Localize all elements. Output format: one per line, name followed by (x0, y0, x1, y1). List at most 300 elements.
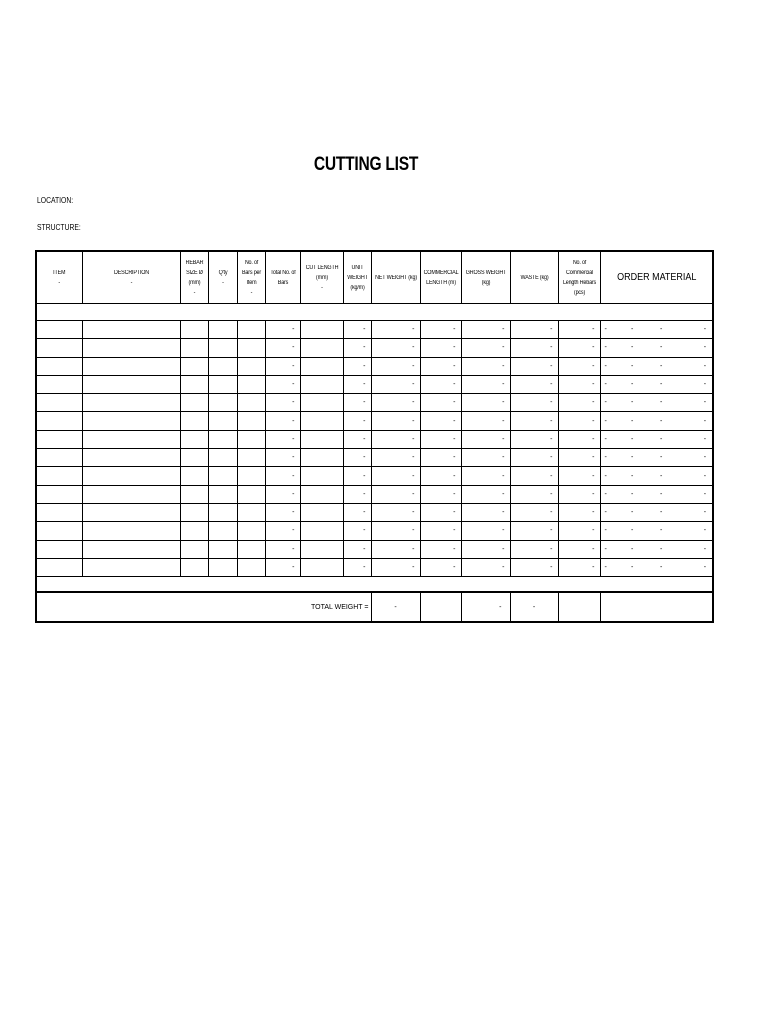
cell-bars-per-item[interactable] (237, 412, 265, 430)
cell-order-material[interactable]: - (629, 540, 658, 558)
cell-qty[interactable] (208, 540, 237, 558)
cell-waste[interactable]: - (510, 558, 558, 576)
cell-order-material[interactable]: - (684, 394, 713, 412)
cell-order-material[interactable]: - (658, 540, 684, 558)
cell-bars-per-item[interactable] (237, 394, 265, 412)
cell-item[interactable] (36, 321, 82, 339)
cell-item[interactable] (36, 558, 82, 576)
cell-total-bars[interactable]: - (265, 430, 300, 448)
cell-gross-weight[interactable]: - (461, 558, 510, 576)
cell-gross-weight[interactable]: - (461, 375, 510, 393)
cell-item[interactable] (36, 339, 82, 357)
cell-rebar-size[interactable] (180, 394, 208, 412)
cell-order-material[interactable]: - (658, 503, 684, 521)
cell-unit-weight[interactable]: - (343, 449, 371, 467)
cell-description[interactable] (82, 540, 180, 558)
cell-commercial-length[interactable]: - (420, 540, 461, 558)
cell-order-material[interactable]: - (684, 540, 713, 558)
cell-commercial-length[interactable]: - (420, 412, 461, 430)
cell-rebar-size[interactable] (180, 412, 208, 430)
table-row (36, 467, 713, 485)
cell-total-bars[interactable]: - (265, 375, 300, 393)
cell-bars-per-item[interactable] (237, 540, 265, 558)
header-cut-length (300, 251, 343, 304)
cell-description[interactable] (82, 339, 180, 357)
table-row (36, 540, 713, 558)
cell-waste[interactable]: - (510, 540, 558, 558)
cell-commercial-length[interactable]: - (420, 430, 461, 448)
cell-total-bars[interactable]: - (265, 449, 300, 467)
cell-commercial-rebars[interactable]: - (558, 339, 600, 357)
cell-cut-length[interactable] (300, 375, 343, 393)
table-row (36, 503, 713, 521)
cell-total-bars[interactable]: - (265, 485, 300, 503)
cell-total-bars[interactable]: - (265, 558, 300, 576)
cell-commercial-rebars[interactable]: - (558, 394, 600, 412)
cell-commercial-rebars[interactable]: - (558, 558, 600, 576)
spacer-row (36, 304, 713, 321)
cell-bars-per-item[interactable] (237, 467, 265, 485)
cell-cut-length[interactable] (300, 321, 343, 339)
cell-gross-weight[interactable]: - (461, 339, 510, 357)
cell-rebar-size[interactable] (180, 503, 208, 521)
page-title: CUTTING LIST (313, 154, 419, 175)
cell-item[interactable] (36, 375, 82, 393)
header-line: ORDER MATERIAL (616, 271, 696, 283)
cell-bars-per-item[interactable] (237, 321, 265, 339)
cell-qty[interactable] (208, 522, 237, 540)
header-line: Item (246, 279, 256, 286)
cell-qty[interactable] (208, 357, 237, 375)
cell-unit-weight[interactable]: - (343, 467, 371, 485)
header-qty (208, 251, 237, 304)
cell-commercial-rebars[interactable]: - (558, 321, 600, 339)
cell-qty[interactable] (208, 430, 237, 448)
cell-commercial-length[interactable]: - (420, 375, 461, 393)
cell-order-material[interactable]: - (658, 449, 684, 467)
header-line: (mm) (188, 279, 200, 286)
cell-rebar-size[interactable] (180, 375, 208, 393)
cell-description[interactable] (82, 558, 180, 576)
cell-unit-weight[interactable]: - (343, 375, 371, 393)
header-line: Bars per (241, 269, 261, 276)
cell-commercial-length[interactable]: - (420, 467, 461, 485)
cell-waste[interactable]: - (510, 467, 558, 485)
cell-order-material[interactable]: - (600, 339, 629, 357)
cell-item[interactable] (36, 357, 82, 375)
cell-order-material[interactable]: - (684, 412, 713, 430)
header-line: DESCRIPTION (113, 269, 149, 276)
cell-cut-length[interactable] (300, 467, 343, 485)
cell-order-material[interactable]: - (629, 503, 658, 521)
cell-gross-weight[interactable]: - (461, 394, 510, 412)
cell-qty[interactable] (208, 467, 237, 485)
cell-bars-per-item[interactable] (237, 503, 265, 521)
cell-unit-weight[interactable]: - (343, 357, 371, 375)
cell-order-material[interactable]: - (629, 558, 658, 576)
cell-net-weight[interactable]: - (371, 522, 420, 540)
cell-rebar-size[interactable] (180, 485, 208, 503)
cell-order-material[interactable]: - (684, 522, 713, 540)
cell-order-material[interactable]: - (629, 522, 658, 540)
cell-gross-weight[interactable]: - (461, 485, 510, 503)
cell-unit-weight[interactable]: - (343, 394, 371, 412)
header-order-material (600, 251, 713, 304)
cell-rebar-size[interactable] (180, 558, 208, 576)
cell-item[interactable] (36, 503, 82, 521)
cell-order-material[interactable]: - (600, 522, 629, 540)
cell-commercial-rebars[interactable]: - (558, 449, 600, 467)
cell-total-bars[interactable]: - (265, 503, 300, 521)
cell-qty[interactable] (208, 394, 237, 412)
cell-gross-weight[interactable]: - (461, 412, 510, 430)
cell-commercial-length[interactable]: - (420, 558, 461, 576)
cell-commercial-length[interactable]: - (420, 449, 461, 467)
header-line: - (221, 279, 224, 286)
cell-cut-length[interactable] (300, 485, 343, 503)
cell-commercial-rebars[interactable]: - (558, 540, 600, 558)
cell-gross-weight[interactable]: - (461, 467, 510, 485)
table-row (36, 321, 713, 339)
cell-order-material[interactable]: - (684, 449, 713, 467)
header-line: (mm) (315, 274, 328, 281)
table-row (36, 412, 713, 430)
table-row (36, 522, 713, 540)
header-line: - (58, 279, 61, 286)
cell-waste[interactable]: - (510, 412, 558, 430)
cell-order-material[interactable]: - (600, 558, 629, 576)
total-row (36, 592, 713, 622)
cell-net-weight[interactable]: - (371, 412, 420, 430)
cell-commercial-rebars[interactable]: - (558, 503, 600, 521)
cell-commercial-rebars[interactable]: - (558, 357, 600, 375)
cell-description[interactable] (82, 357, 180, 375)
cell-order-material[interactable]: - (658, 321, 684, 339)
header-line: (pcs) (573, 289, 585, 296)
header-line: - (193, 289, 195, 296)
cell-order-material[interactable]: - (600, 485, 629, 503)
cell-waste[interactable]: - (510, 375, 558, 393)
cell-net-weight[interactable]: - (371, 449, 420, 467)
cell-order-material[interactable]: - (600, 394, 629, 412)
cell-total-bars[interactable]: - (265, 339, 300, 357)
cell-gross-weight[interactable]: - (461, 540, 510, 558)
cell-order-material[interactable]: - (684, 357, 713, 375)
header-line: - (320, 284, 323, 291)
cell-gross-weight[interactable]: - (461, 430, 510, 448)
cell-order-material[interactable]: - (600, 375, 629, 393)
cell-order-material[interactable]: - (600, 467, 629, 485)
cell-order-material[interactable]: - (600, 321, 629, 339)
cell-net-weight[interactable]: - (371, 357, 420, 375)
cell-cut-length[interactable] (300, 394, 343, 412)
header-commercial-length (420, 251, 461, 304)
cell-order-material[interactable]: - (600, 412, 629, 430)
cell-net-weight[interactable]: - (371, 467, 420, 485)
cell-qty[interactable] (208, 339, 237, 357)
cell-qty[interactable] (208, 375, 237, 393)
cell-waste[interactable]: - (510, 321, 558, 339)
cell-unit-weight[interactable]: - (343, 430, 371, 448)
cell-order-material[interactable]: - (629, 430, 658, 448)
cell-order-material[interactable]: - (629, 485, 658, 503)
cell-net-weight[interactable]: - (371, 540, 420, 558)
cell-description[interactable] (82, 449, 180, 467)
cell-waste[interactable]: - (510, 339, 558, 357)
cell-gross-weight[interactable]: - (461, 357, 510, 375)
cell-waste[interactable]: - (510, 394, 558, 412)
cell-bars-per-item[interactable] (237, 558, 265, 576)
cell-description[interactable] (82, 485, 180, 503)
header-line: REBAR (185, 259, 203, 266)
header-line: GROSS WEIGHT (465, 269, 506, 276)
cell-unit-weight[interactable]: - (343, 558, 371, 576)
cell-order-material[interactable]: - (684, 375, 713, 393)
cell-order-material[interactable]: - (658, 485, 684, 503)
total-commercial-length (420, 592, 461, 622)
header-line: ITEM (53, 269, 66, 276)
header-description (82, 251, 180, 304)
cell-order-material[interactable]: - (658, 522, 684, 540)
cell-commercial-length[interactable]: - (420, 485, 461, 503)
cell-unit-weight[interactable]: - (343, 522, 371, 540)
cell-net-weight[interactable]: - (371, 339, 420, 357)
table-row (36, 449, 713, 467)
cell-qty[interactable] (208, 485, 237, 503)
cell-unit-weight[interactable]: - (343, 485, 371, 503)
cell-order-material[interactable]: - (629, 467, 658, 485)
header-line: - (250, 289, 252, 296)
cell-item[interactable] (36, 394, 82, 412)
cell-total-bars[interactable]: - (265, 540, 300, 558)
cell-commercial-rebars[interactable]: - (558, 412, 600, 430)
cell-description[interactable] (82, 375, 180, 393)
cell-order-material[interactable]: - (684, 558, 713, 576)
cell-order-material[interactable]: - (600, 357, 629, 375)
cell-qty[interactable] (208, 503, 237, 521)
cell-description[interactable] (82, 430, 180, 448)
cell-cut-length[interactable] (300, 449, 343, 467)
header-unit-weight (343, 251, 371, 304)
cell-commercial-rebars[interactable]: - (558, 375, 600, 393)
cell-cut-length[interactable] (300, 357, 343, 375)
cell-order-material[interactable]: - (600, 540, 629, 558)
header-gross-weight (461, 251, 510, 304)
cell-gross-weight[interactable]: - (461, 321, 510, 339)
cell-order-material[interactable]: - (684, 430, 713, 448)
cell-order-material[interactable]: - (629, 449, 658, 467)
cell-rebar-size[interactable] (180, 339, 208, 357)
cutting-list-table (35, 250, 714, 623)
header-line: Q'ty (218, 269, 227, 276)
table-row (36, 394, 713, 412)
cell-commercial-rebars[interactable]: - (558, 522, 600, 540)
cell-commercial-length[interactable]: - (420, 321, 461, 339)
cell-bars-per-item[interactable] (237, 357, 265, 375)
cell-order-material[interactable]: - (684, 485, 713, 503)
cell-order-material[interactable]: - (658, 339, 684, 357)
cell-total-bars[interactable]: - (265, 522, 300, 540)
cell-commercial-length[interactable]: - (420, 339, 461, 357)
cell-order-material[interactable]: - (600, 430, 629, 448)
cell-rebar-size[interactable] (180, 357, 208, 375)
table-row (36, 430, 713, 448)
cell-cut-length[interactable] (300, 412, 343, 430)
cell-unit-weight[interactable]: - (343, 540, 371, 558)
cell-bars-per-item[interactable] (237, 485, 265, 503)
header-net-weight (371, 251, 420, 304)
cell-waste[interactable]: - (510, 430, 558, 448)
header-line: - (130, 279, 132, 286)
cell-order-material[interactable]: - (658, 357, 684, 375)
cell-waste[interactable]: - (510, 449, 558, 467)
cell-order-material[interactable]: - (629, 394, 658, 412)
total-order-material (600, 592, 713, 622)
cell-order-material[interactable]: - (658, 375, 684, 393)
cell-net-weight[interactable]: - (371, 321, 420, 339)
cell-cut-length[interactable] (300, 503, 343, 521)
header-line: Total No. of (269, 269, 296, 276)
cell-unit-weight[interactable]: - (343, 339, 371, 357)
cell-order-material[interactable]: - (600, 503, 629, 521)
cell-gross-weight[interactable]: - (461, 522, 510, 540)
cell-description[interactable] (82, 412, 180, 430)
cell-order-material[interactable]: - (658, 430, 684, 448)
cell-qty[interactable] (208, 558, 237, 576)
cell-item[interactable] (36, 522, 82, 540)
table-row (36, 375, 713, 393)
cell-net-weight[interactable]: - (371, 394, 420, 412)
cell-order-material[interactable]: - (684, 503, 713, 521)
cell-description[interactable] (82, 522, 180, 540)
cell-cut-length[interactable] (300, 540, 343, 558)
cell-waste[interactable]: - (510, 485, 558, 503)
cell-order-material[interactable]: - (684, 321, 713, 339)
cell-net-weight[interactable]: - (371, 503, 420, 521)
structure-label: STRUCTURE: (37, 223, 81, 232)
cell-cut-length[interactable] (300, 558, 343, 576)
cell-net-weight[interactable]: - (371, 375, 420, 393)
cell-total-bars[interactable]: - (265, 321, 300, 339)
cell-rebar-size[interactable] (180, 467, 208, 485)
cell-waste[interactable]: - (510, 357, 558, 375)
table-row (36, 357, 713, 375)
cell-order-material[interactable]: - (629, 321, 658, 339)
cell-item[interactable] (36, 449, 82, 467)
cell-net-weight[interactable]: - (371, 430, 420, 448)
cell-item[interactable] (36, 485, 82, 503)
cell-description[interactable] (82, 394, 180, 412)
cell-commercial-length[interactable]: - (420, 503, 461, 521)
cell-gross-weight[interactable]: - (461, 503, 510, 521)
table-row (36, 339, 713, 357)
cell-rebar-size[interactable] (180, 522, 208, 540)
total-net-weight: - (371, 592, 420, 622)
cell-bars-per-item[interactable] (237, 522, 265, 540)
cell-description[interactable] (82, 467, 180, 485)
cell-net-weight[interactable]: - (371, 558, 420, 576)
cell-qty[interactable] (208, 321, 237, 339)
cell-cut-length[interactable] (300, 522, 343, 540)
cell-cut-length[interactable] (300, 339, 343, 357)
cell-item[interactable] (36, 430, 82, 448)
header-line: WEIGHT (346, 274, 368, 281)
header-waste (510, 251, 558, 304)
cell-rebar-size[interactable] (180, 430, 208, 448)
cell-item[interactable] (36, 540, 82, 558)
cell-commercial-rebars[interactable]: - (558, 485, 600, 503)
cell-bars-per-item[interactable] (237, 430, 265, 448)
cell-commercial-length[interactable]: - (420, 357, 461, 375)
cell-order-material[interactable]: - (600, 449, 629, 467)
cell-order-material[interactable]: - (684, 467, 713, 485)
cell-unit-weight[interactable]: - (343, 503, 371, 521)
cell-bars-per-item[interactable] (237, 339, 265, 357)
cell-commercial-length[interactable]: - (420, 394, 461, 412)
cell-order-material[interactable]: - (658, 394, 684, 412)
cell-item[interactable] (36, 467, 82, 485)
cell-rebar-size[interactable] (180, 540, 208, 558)
cell-description[interactable] (82, 321, 180, 339)
cell-order-material[interactable]: - (629, 375, 658, 393)
total-waste: - (510, 592, 558, 622)
cell-order-material[interactable]: - (629, 412, 658, 430)
cell-qty[interactable] (208, 412, 237, 430)
cell-item[interactable] (36, 412, 82, 430)
cell-order-material[interactable]: - (684, 339, 713, 357)
cell-order-material[interactable]: - (629, 339, 658, 357)
cell-unit-weight[interactable]: - (343, 412, 371, 430)
cell-commercial-length[interactable]: - (420, 522, 461, 540)
cell-rebar-size[interactable] (180, 449, 208, 467)
cell-gross-weight[interactable]: - (461, 449, 510, 467)
cell-bars-per-item[interactable] (237, 375, 265, 393)
header-bars-per-item (237, 251, 265, 304)
header-line: CUT LENGTH (305, 264, 338, 271)
cell-qty[interactable] (208, 449, 237, 467)
spacer-row (36, 577, 713, 593)
cell-order-material[interactable]: - (658, 558, 684, 576)
cell-commercial-rebars[interactable]: - (558, 430, 600, 448)
total-weight-label: TOTAL WEIGHT = (36, 592, 371, 622)
header-line: Length Rebars (562, 279, 596, 286)
cell-order-material[interactable]: - (658, 412, 684, 430)
cell-waste[interactable]: - (510, 503, 558, 521)
cell-unit-weight[interactable]: - (343, 321, 371, 339)
header-item (36, 251, 82, 304)
cell-bars-per-item[interactable] (237, 449, 265, 467)
cell-total-bars[interactable]: - (265, 357, 300, 375)
cell-description[interactable] (82, 503, 180, 521)
cell-commercial-rebars[interactable]: - (558, 467, 600, 485)
header-line: SIZE Ø (185, 269, 203, 276)
cell-total-bars[interactable]: - (265, 394, 300, 412)
header-line: Bars (277, 279, 288, 286)
header-line: NET WEIGHT (kg) (374, 274, 417, 281)
header-line: LENGTH (m) (425, 279, 456, 286)
location-label: LOCATION: (37, 196, 74, 205)
cell-cut-length[interactable] (300, 430, 343, 448)
cell-net-weight[interactable]: - (371, 485, 420, 503)
table-row (36, 558, 713, 576)
cell-total-bars[interactable]: - (265, 412, 300, 430)
cell-waste[interactable]: - (510, 522, 558, 540)
cell-total-bars[interactable]: - (265, 467, 300, 485)
cell-rebar-size[interactable] (180, 321, 208, 339)
cell-order-material[interactable]: - (629, 357, 658, 375)
total-commercial-rebars (558, 592, 600, 622)
cell-order-material[interactable]: - (658, 467, 684, 485)
